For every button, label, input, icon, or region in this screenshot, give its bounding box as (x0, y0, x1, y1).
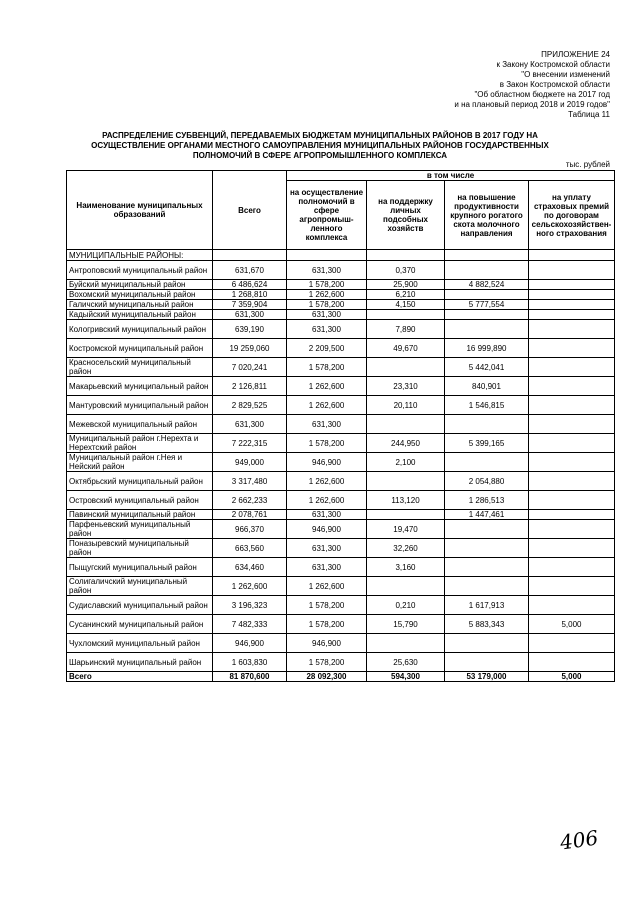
table-row (67, 320, 615, 339)
cell-total: 2 078,761 (213, 510, 287, 520)
cell-agro: 1 262,600 (287, 491, 367, 510)
header-line: "Об областном бюджете на 2017 год (474, 90, 610, 99)
cell-insurance (529, 290, 615, 300)
cell-total: 634,460 (213, 558, 287, 577)
table-row (67, 539, 615, 558)
header-line: и на плановый период 2018 и 2019 годов" (454, 100, 610, 109)
cell-insurance (529, 358, 615, 377)
cell-cattle (445, 290, 529, 300)
cell-personal-farms: 23,310 (367, 377, 445, 396)
table-row (67, 434, 615, 453)
cell-personal-farms: 25,630 (367, 653, 445, 672)
header-line: Таблица 11 (568, 110, 610, 119)
cell-cattle: 1 617,913 (445, 596, 529, 615)
cell-agro: 1 578,200 (287, 596, 367, 615)
cell-insurance (529, 300, 615, 310)
cell-agro: 1 262,600 (287, 577, 367, 596)
cell-personal-farms (367, 577, 445, 596)
table-row (67, 596, 615, 615)
cell-insurance (529, 558, 615, 577)
cell-insurance: 5,000 (529, 672, 615, 682)
cell-insurance (529, 261, 615, 280)
cell-personal-farms: 113,120 (367, 491, 445, 510)
cell-district-name: Галичский муниципальный район (67, 300, 213, 310)
cell-cattle: 5 777,554 (445, 300, 529, 310)
cell-insurance (529, 520, 615, 539)
title-line: ПОЛНОМОЧИЙ В СФЕРЕ АГРОПРОМЫШЛЕННОГО КОМПЛЕКСА (192, 151, 448, 160)
cell-personal-farms: 2,100 (367, 453, 445, 472)
cell-district-name: Вохомский муниципальный район (67, 290, 213, 300)
col-header-group: в том числе (287, 171, 615, 181)
cell-total: 7 020,241 (213, 358, 287, 377)
cell-agro: 28 092,300 (287, 672, 367, 682)
cell-total: 3 196,323 (213, 596, 287, 615)
cell-cattle (445, 453, 529, 472)
cell-total: 663,560 (213, 539, 287, 558)
cell-district-name: Костромской муниципальный район (67, 339, 213, 358)
col-header-insurance: на уплату страховых премий по договорам сельскохозяйствен-ного страхования (529, 181, 615, 250)
cell-district-name: Межевской муниципальный район (67, 415, 213, 434)
cell-cattle: 840,901 (445, 377, 529, 396)
cell-agro: 1 578,200 (287, 358, 367, 377)
cell-personal-farms: 6,210 (367, 290, 445, 300)
table-row (67, 558, 615, 577)
cell-insurance (529, 510, 615, 520)
cell-agro: 1 262,600 (287, 472, 367, 491)
title-line: РАСПРЕДЕЛЕНИЕ СУБВЕНЦИЙ, ПЕРЕДАВАЕМЫХ БЮДЖЕТАМ МУНИЦИПАЛЬНЫХ РАЙОНОВ В 2017 ГОДУ НА (102, 131, 538, 140)
table-row (67, 577, 615, 596)
cell-personal-farms: 7,890 (367, 320, 445, 339)
cell-district-name: Судиславский муниципальный район (67, 596, 213, 615)
table-row (67, 491, 615, 510)
col-header-name: Наименование муниципальных образований (67, 171, 213, 250)
cell-district-name: Мантуровский муниципальный район (67, 396, 213, 415)
cell-cattle: 5 399,165 (445, 434, 529, 453)
table-row (67, 290, 615, 300)
cell-agro: 1 262,600 (287, 396, 367, 415)
cell-agro: 631,300 (287, 558, 367, 577)
cell-total: 7 482,333 (213, 615, 287, 634)
cell-district-name: Кадыйский муниципальный район (67, 310, 213, 320)
cell-personal-farms (367, 472, 445, 491)
cell-insurance (529, 634, 615, 653)
cell-cattle (445, 415, 529, 434)
cell-personal-farms: 0,210 (367, 596, 445, 615)
cell-total: 6 486,624 (213, 280, 287, 290)
cell-district-name: Павинский муниципальный район (67, 510, 213, 520)
cell-agro: 1 578,200 (287, 434, 367, 453)
cell-total: 639,190 (213, 320, 287, 339)
cell-insurance (529, 434, 615, 453)
cell-agro: 631,300 (287, 320, 367, 339)
cell-cattle (445, 634, 529, 653)
cell-personal-farms: 4,150 (367, 300, 445, 310)
cell-agro: 631,300 (287, 539, 367, 558)
cell-agro: 946,900 (287, 453, 367, 472)
cell-agro: 1 578,200 (287, 300, 367, 310)
table-row (67, 300, 615, 310)
table-row (67, 615, 615, 634)
cell-agro: 946,900 (287, 520, 367, 539)
cell-agro: 631,300 (287, 310, 367, 320)
cell-personal-farms: 49,670 (367, 339, 445, 358)
cell-insurance (529, 596, 615, 615)
cell-personal-farms (367, 510, 445, 520)
cell-cattle (445, 320, 529, 339)
cell-agro: 631,300 (287, 510, 367, 520)
cell-agro: 946,900 (287, 634, 367, 653)
cell-insurance (529, 396, 615, 415)
cell-total: 1 262,600 (213, 577, 287, 596)
cell-total: 1 603,830 (213, 653, 287, 672)
table-row (67, 358, 615, 377)
cell-cattle (445, 539, 529, 558)
cell-personal-farms (367, 310, 445, 320)
appendix-header (310, 50, 610, 120)
cell-total: 3 317,480 (213, 472, 287, 491)
cell-district-name: Октябрьский муниципальный район (67, 472, 213, 491)
cell-insurance (529, 280, 615, 290)
units-label: тыс. рублей (565, 160, 610, 169)
col-header-personal-farms: на поддержку личных подсобных хозяйств (367, 181, 445, 250)
header-line: "О внесении изменений (521, 70, 610, 79)
cell-cattle: 1 447,461 (445, 510, 529, 520)
cell-personal-farms (367, 358, 445, 377)
col-header-cattle-productivity: на повышение продуктивности крупного рогатого скота молочного направления (445, 181, 529, 250)
cell-personal-farms: 20,110 (367, 396, 445, 415)
cell-district-name: Муниципальный район г.Нея и Нейский район (67, 453, 213, 472)
cell-cattle (445, 558, 529, 577)
cell-cattle: 53 179,000 (445, 672, 529, 682)
cell-personal-farms: 3,160 (367, 558, 445, 577)
cell-personal-farms: 19,470 (367, 520, 445, 539)
table-row (67, 377, 615, 396)
cell-personal-farms: 32,260 (367, 539, 445, 558)
cell-total: 81 870,600 (213, 672, 287, 682)
header-line: в Закон Костромской области (499, 80, 610, 89)
table-row (67, 280, 615, 290)
section-row (67, 250, 615, 261)
title-line: ОСУЩЕСТВЛЕНИЕ ОРГАНАМИ МЕСТНОГО САМОУПРАВЛЕНИЯ МУНИЦИПАЛЬНЫХ РАЙОНОВ ГОСУДАРСТВЕННЫХ (91, 141, 549, 150)
header-line: к Закону Костромской области (496, 60, 610, 69)
cell-personal-farms: 594,300 (367, 672, 445, 682)
cell-agro: 1 262,600 (287, 290, 367, 300)
cell-personal-farms (367, 634, 445, 653)
cell-district-name: Солигаличский муниципальный район (67, 577, 213, 596)
cell-district-name: Кологривский муниципальный район (67, 320, 213, 339)
cell-cattle: 1 286,513 (445, 491, 529, 510)
cell-insurance: 5,000 (529, 615, 615, 634)
subventions-table (66, 170, 615, 682)
cell-cattle (445, 261, 529, 280)
cell-total: 949,000 (213, 453, 287, 472)
cell-total: 631,300 (213, 310, 287, 320)
cell-total: 631,300 (213, 415, 287, 434)
cell-total: 2 126,811 (213, 377, 287, 396)
table-row (67, 510, 615, 520)
table-row (67, 453, 615, 472)
table-row (67, 396, 615, 415)
cell-district-name: Шарьинский муниципальный район (67, 653, 213, 672)
cell-cattle (445, 577, 529, 596)
cell-insurance (529, 377, 615, 396)
cell-insurance (529, 577, 615, 596)
cell-total: 2 829,525 (213, 396, 287, 415)
cell-agro: 631,300 (287, 415, 367, 434)
cell-cattle: 5 883,343 (445, 615, 529, 634)
cell-insurance (529, 310, 615, 320)
cell-cattle: 16 999,890 (445, 339, 529, 358)
cell-personal-farms: 244,950 (367, 434, 445, 453)
cell-cattle: 5 442,041 (445, 358, 529, 377)
cell-personal-farms: 0,370 (367, 261, 445, 280)
table-row (67, 653, 615, 672)
cell-district-name: Красносельский муниципальный район (67, 358, 213, 377)
cell-personal-farms (367, 415, 445, 434)
table-row (67, 472, 615, 491)
cell-agro: 1 262,600 (287, 377, 367, 396)
cell-agro: 1 578,200 (287, 653, 367, 672)
cell-district-name: Пыщугский муниципальный район (67, 558, 213, 577)
cell-agro: 631,300 (287, 261, 367, 280)
cell-district-name: Островский муниципальный район (67, 491, 213, 510)
cell-district-name: Антроповский муниципальный район (67, 261, 213, 280)
cell-district-name: Сусанинский муниципальный район (67, 615, 213, 634)
cell-total: 631,670 (213, 261, 287, 280)
cell-personal-farms: 25,900 (367, 280, 445, 290)
cell-district-name: Муниципальный район г.Нерехта и Нерехтский район (67, 434, 213, 453)
handwritten-page-number: 406 (558, 825, 600, 855)
cell-cattle: 1 546,815 (445, 396, 529, 415)
cell-cattle (445, 310, 529, 320)
table-row (67, 339, 615, 358)
cell-agro: 2 209,500 (287, 339, 367, 358)
table-row (67, 310, 615, 320)
cell-district-name: Чухломский муниципальный район (67, 634, 213, 653)
section-label: МУНИЦИПАЛЬНЫЕ РАЙОНЫ: (67, 250, 213, 261)
cell-total: 2 662,233 (213, 491, 287, 510)
cell-agro: 1 578,200 (287, 280, 367, 290)
cell-district-name: Макарьевский муниципальный район (67, 377, 213, 396)
cell-total-label: Всего (67, 672, 213, 682)
col-header-total: Всего (213, 171, 287, 250)
total-row (67, 672, 615, 682)
cell-district-name: Парфеньевский муниципальный район (67, 520, 213, 539)
cell-cattle: 2 054,880 (445, 472, 529, 491)
cell-cattle (445, 653, 529, 672)
cell-total: 946,900 (213, 634, 287, 653)
header-line: ПРИЛОЖЕНИЕ 24 (541, 50, 610, 59)
col-header-agro: на осуществление полномочий в сфере агропромыш-ленного комплекса (287, 181, 367, 250)
table-row (67, 415, 615, 434)
table-row (67, 634, 615, 653)
cell-district-name: Поназыревский муниципальный район (67, 539, 213, 558)
cell-total: 966,370 (213, 520, 287, 539)
cell-total: 7 222,315 (213, 434, 287, 453)
cell-insurance (529, 491, 615, 510)
cell-district-name: Буйский муниципальный район (67, 280, 213, 290)
cell-cattle (445, 520, 529, 539)
table-row (67, 520, 615, 539)
cell-insurance (529, 472, 615, 491)
cell-insurance (529, 653, 615, 672)
table-row (67, 261, 615, 280)
cell-insurance (529, 539, 615, 558)
cell-total: 7 359,904 (213, 300, 287, 310)
cell-insurance (529, 320, 615, 339)
cell-agro: 1 578,200 (287, 615, 367, 634)
cell-insurance (529, 339, 615, 358)
cell-total: 1 268,810 (213, 290, 287, 300)
document-title (70, 131, 570, 161)
cell-cattle: 4 882,524 (445, 280, 529, 290)
cell-personal-farms: 15,790 (367, 615, 445, 634)
cell-total: 19 259,060 (213, 339, 287, 358)
cell-insurance (529, 415, 615, 434)
cell-insurance (529, 453, 615, 472)
